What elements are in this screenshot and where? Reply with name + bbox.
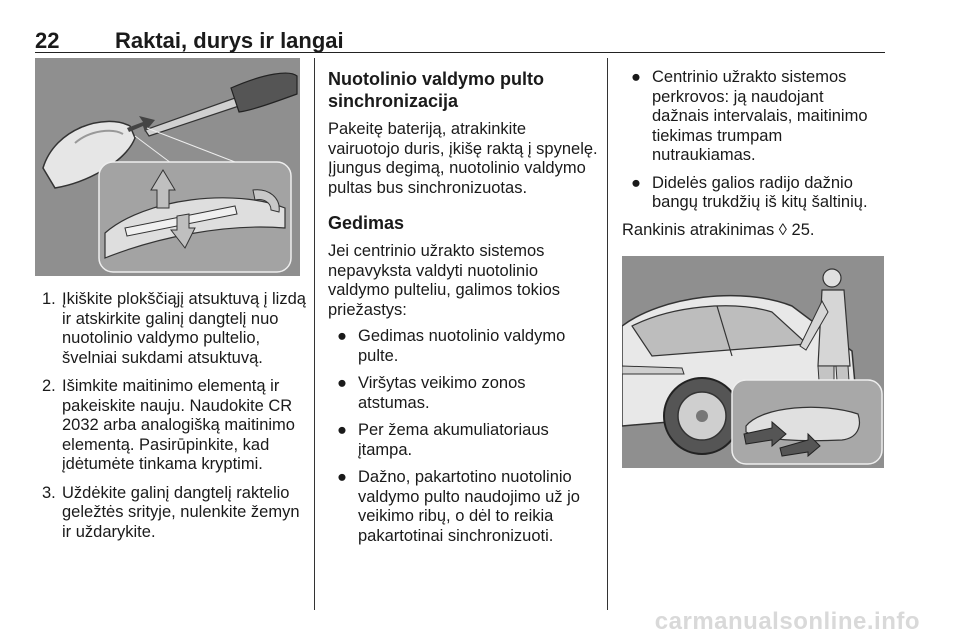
- list-item: [622, 68, 884, 166]
- bullet-text: Gedimas nuotolinio valdymo pulte.: [358, 327, 566, 365]
- list-item: [328, 327, 598, 366]
- sync-heading: Nuotolinio valdymo pulto sinchronizacija: [328, 69, 544, 111]
- list-item: [328, 374, 598, 413]
- bullet-text: Per žema akumuliatoriaus įtampa.: [358, 421, 549, 459]
- list-item: [328, 468, 598, 546]
- sync-text: Pakeitę bateriją, atrakinkite vairuotojo duris, įkišę raktą į spynelę. Įjungus degimą, nuotolinio valdymo pultas bus sinchronizuotas.: [328, 120, 598, 197]
- list-item: [38, 377, 308, 475]
- step-text: Išimkite maitinimo elementą ir pakeiskite nauju. Naudokite CR 2032 arba analogišką maitinimo elementą. Pasirūpinkite, kad įdėtumėte tinkama kryptimi.: [62, 377, 295, 473]
- list-item: [328, 421, 598, 460]
- interference-causes-list: [622, 68, 884, 213]
- step-number: 1.: [42, 290, 56, 308]
- bullet-icon: ●: [337, 468, 347, 486]
- bullet-icon: ●: [337, 327, 347, 345]
- manual-unlock-reference[interactable]: Rankinis atrakinimas ◊ 25.: [622, 220, 815, 239]
- key-fob-screwdriver-drawing: [35, 58, 300, 276]
- fault-causes-list: [328, 327, 598, 546]
- bullet-icon: ●: [337, 421, 347, 439]
- step-text: Uždėkite galinį dangtelį raktelio geležtės srityje, nulenkite žemyn ir uždarykite.: [62, 483, 300, 541]
- page-header: [35, 26, 885, 53]
- fault-heading: Gedimas: [328, 213, 405, 233]
- bullet-icon: ●: [337, 374, 347, 392]
- car-keyless-entry-drawing: [622, 256, 884, 468]
- bullet-icon: ●: [631, 68, 641, 86]
- list-item: [622, 174, 884, 213]
- column-divider-left: [314, 58, 315, 610]
- step-text: Įkiškite plokščiąjį atsuktuvą į lizdą ir atskirkite galinį dangtelį nuo nuotolinio valdymo pultelio, švelniai sukdami atsuktuvą.: [62, 290, 306, 367]
- key-fob-illustration: [35, 58, 300, 276]
- step-number: 2.: [42, 377, 56, 395]
- page-title: Raktai, durys ir langai: [115, 28, 344, 53]
- sync-section: [328, 68, 598, 554]
- battery-replacement-steps: [38, 290, 308, 551]
- list-item: [38, 484, 308, 543]
- fault-intro: Jei centrinio užrakto sistemos nepavyksta valdyti nuotolinio valdymo pulteliu, galimos tokios priežastys:: [328, 242, 561, 319]
- bullet-text: Dažno, pakartotino nuotolinio valdymo pulto naudojimo už jo veikimo ribų, o dėl to reikia pakartotinai sinchronizuoti.: [358, 468, 580, 545]
- bullet-text: Didelės galios radijo dažnio bangų trukdžių iš kitų šaltinių.: [652, 173, 868, 211]
- list-item: [38, 290, 308, 368]
- bullet-text: Viršytas veikimo zonos atstumas.: [358, 374, 526, 412]
- page-number: 22: [35, 28, 60, 53]
- column-divider-right: [607, 58, 608, 610]
- bullet-text: Centrinio užrakto sistemos perkrovos: ją naudojant dažnais intervalais, maitinimo tiekimas trumpam nutraukiamas.: [652, 68, 868, 164]
- step-number: 3.: [42, 483, 56, 502]
- car-door-handle-illustration: [622, 256, 884, 468]
- watermark: carmanualsonline.info: [654, 608, 920, 635]
- bullet-icon: ●: [631, 173, 641, 192]
